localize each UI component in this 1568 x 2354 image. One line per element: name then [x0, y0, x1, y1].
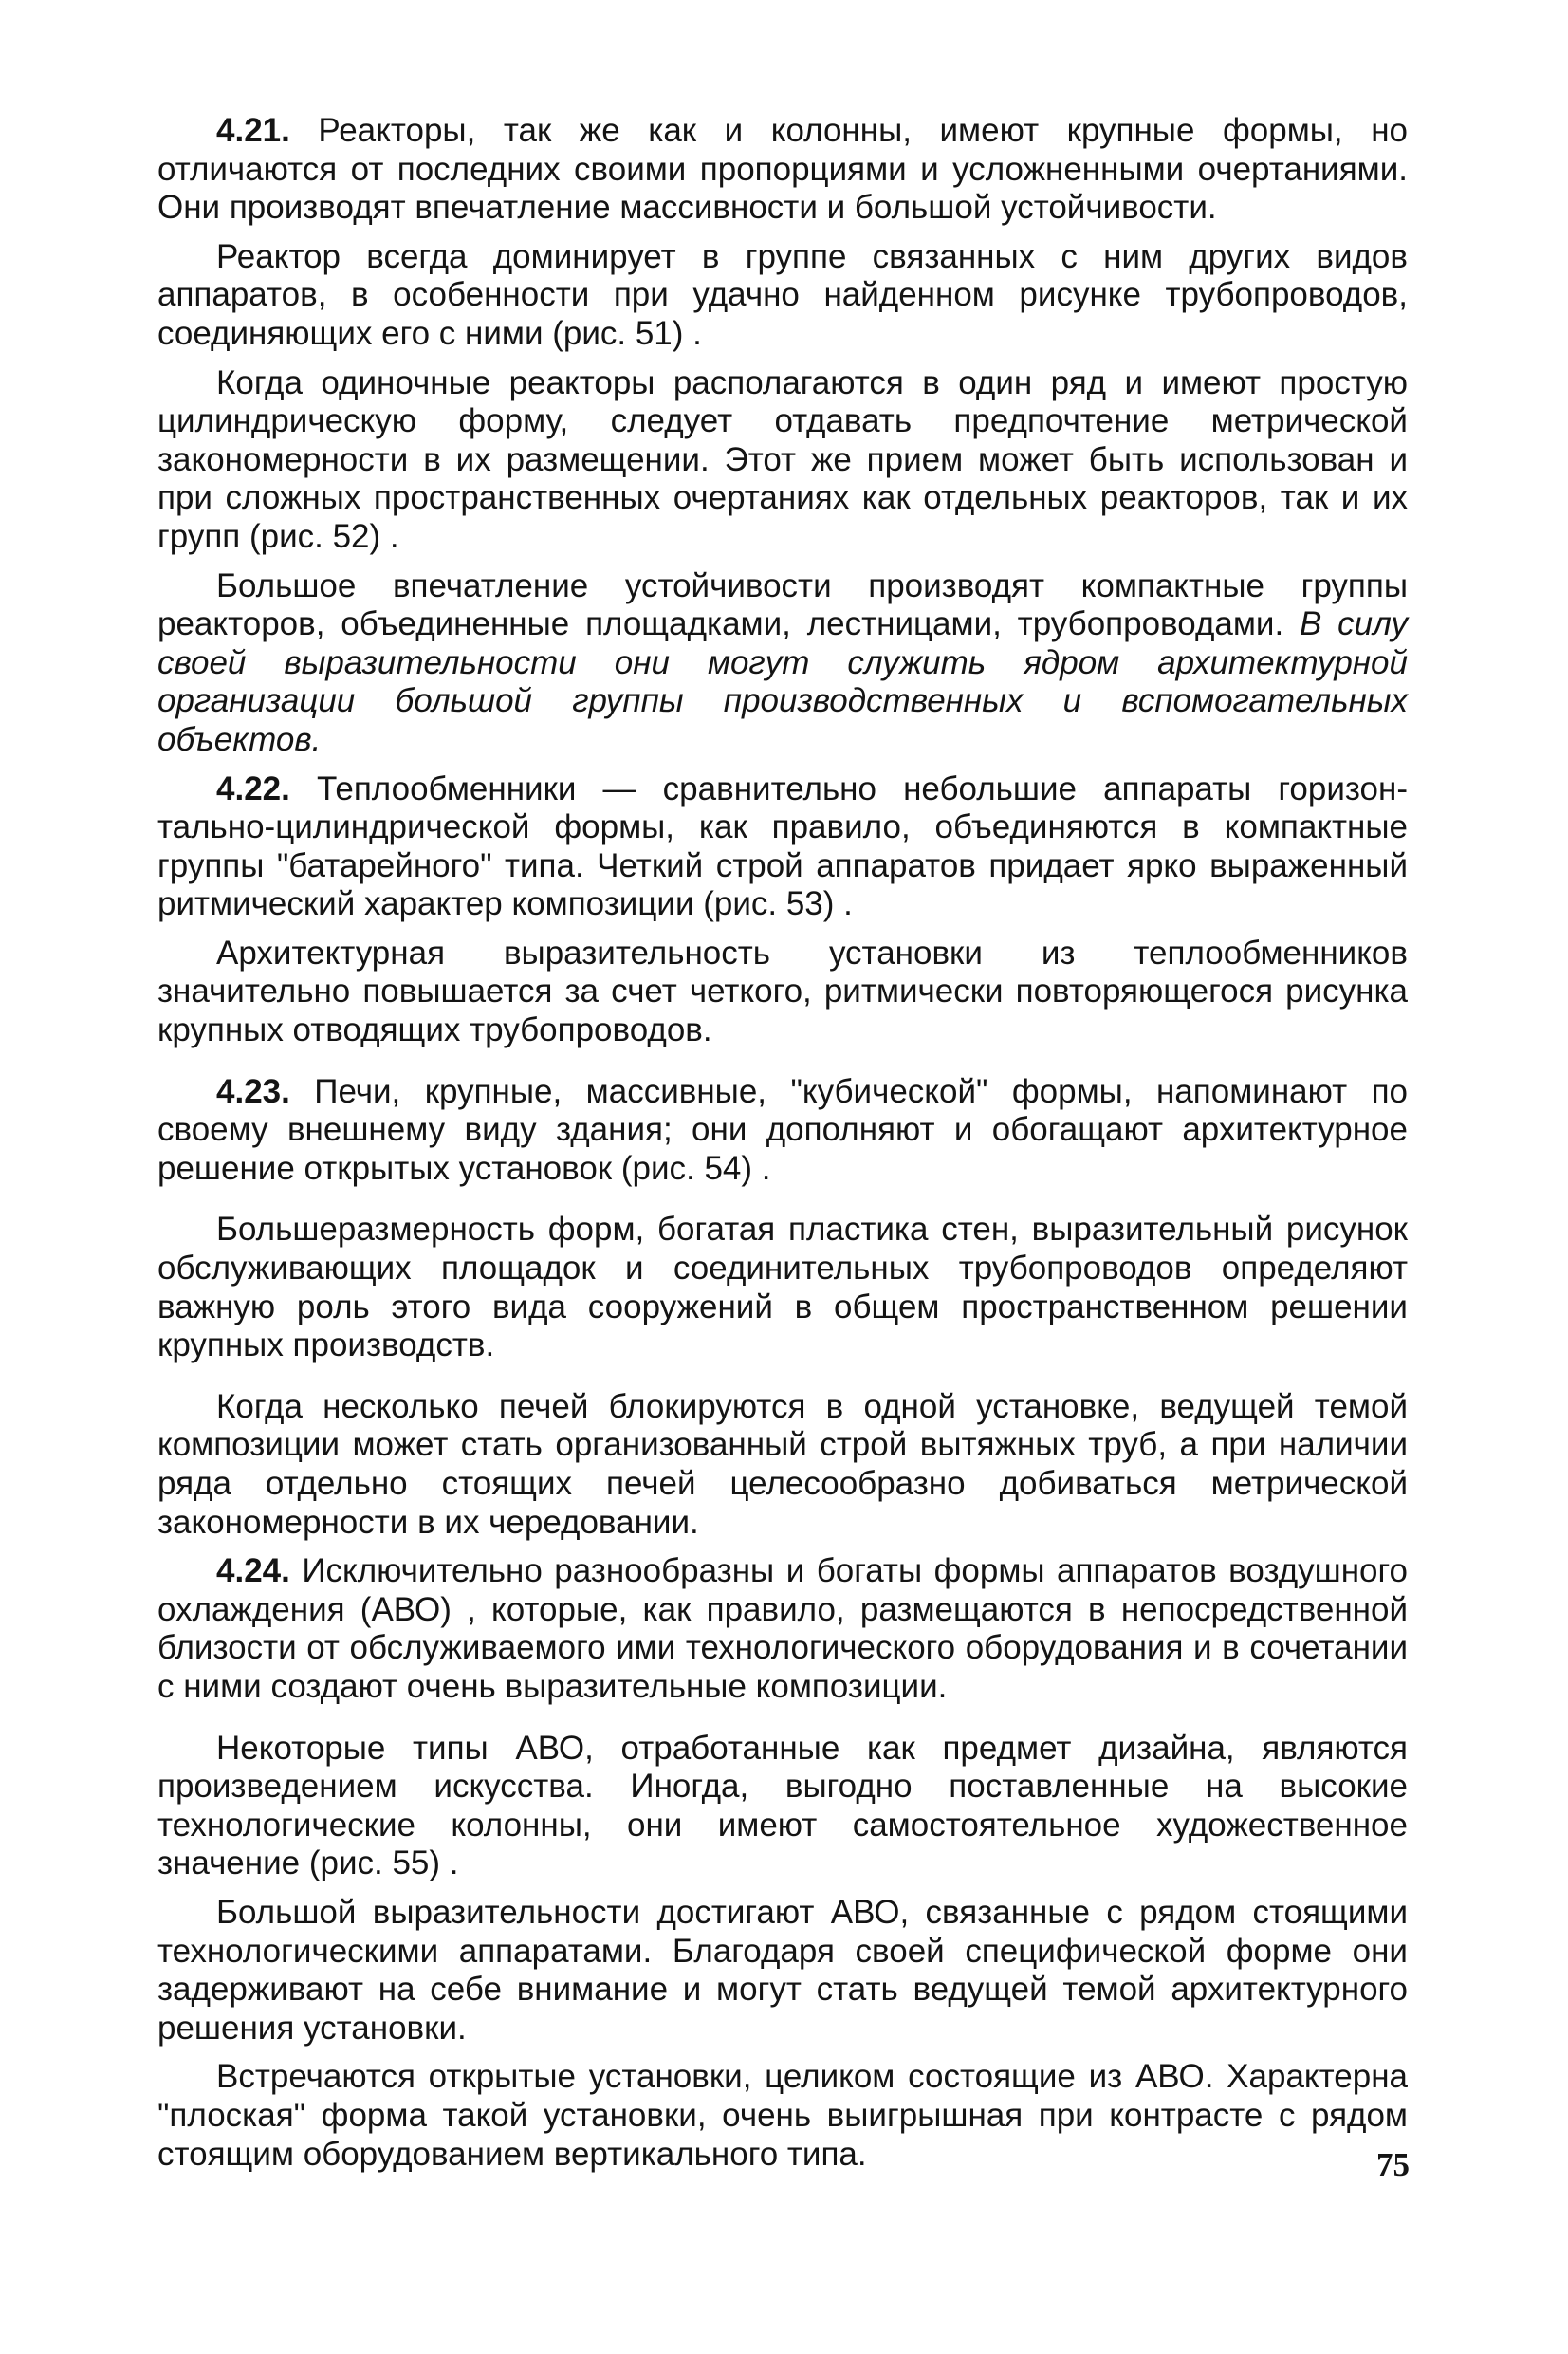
paragraph-text: Когда несколько печей блокируются в одной установке, ведущей темой композиции может стать организованный строй вытяжных труб, а при наличии ряда отдельно стоящих печей целесообразно добиваться метрической закономерности в их чередовании.	[157, 1387, 1408, 1541]
section-number: 4.22.	[216, 769, 290, 807]
paragraph	[157, 567, 1408, 760]
paragraph	[157, 1894, 1408, 2048]
paragraph-text: Большое впечатление устойчивости производят компактные группы реакторов, объединенные площадками, лестницами, трубопроводами.	[157, 566, 1408, 643]
paragraph	[157, 1211, 1408, 1364]
paragraph-text: Печи, крупные, массивные, "кубической" формы, напоминают по своему внешнему виду здания; они дополняют и обогащают архитектурное решение открытых установок (рис. 54) .	[157, 1072, 1408, 1187]
paragraph-text: Исключительно разнообразны и богаты формы аппаратов воздушного охлаждения (АВО) , которые, как правило, размещаются в непосредственной близости от обслуживаемого ими технологического оборудования и в сочетании с ними создают очень выразительные композиции.	[157, 1552, 1408, 1705]
paragraph-text: Теплообменники — сравнительно небольшие аппараты горизонтально-цилиндрической формы, как правило, объединяются в компактные группы "батарейного" типа. Четкий строй аппаратов придает ярко выраженный ритмический характер композиции (рис. 53) .	[157, 769, 1408, 923]
section-number: 4.21.	[216, 112, 290, 149]
section-number: 4.24.	[216, 1552, 290, 1590]
section-number: 4.23.	[216, 1072, 290, 1110]
paragraph-text: Большой выразительности достигают АВО, связанные с рядом стоящими технологическими аппаратами. Благодаря своей специфической форме они задерживают на себе внимание и могут стать ведущей темой архитектурного решения установки.	[157, 1893, 1408, 2047]
text-column	[157, 112, 1408, 2174]
paragraph	[157, 364, 1408, 557]
paragraph-4-22	[157, 770, 1408, 924]
paragraph-text: Некоторые типы АВО, отработанные как предмет дизайна, являются произведением искусства. Иногда, выгодно поставленные на высокие технологические колонны, они имеют самостоятельное художественное значение (рис. 55) .	[157, 1729, 1408, 1882]
paragraph	[157, 1388, 1408, 1542]
paragraph	[157, 238, 1408, 354]
paragraph-text: Когда одиночные реакторы располагаются в один ряд и имеют простую цилиндрическую форму, следует отдавать предпочтение метрической закономерности в их размещении. Этот же прием может быть использован и при сложных пространственных очертаниях как отдельных реакторов, так и их групп (рис. 52) .	[157, 363, 1408, 555]
paragraph-4-21	[157, 112, 1408, 228]
paragraph-4-23	[157, 1073, 1408, 1189]
page-number: 75	[1376, 2146, 1410, 2183]
paragraph-text: Встречаются открытые установки, целиком состоящие из АВО. Характерна "плоская" форма такой установки, очень выигрышная при контрасте с рядом стоящим оборудованием вертикального типа.	[157, 2058, 1408, 2173]
paragraph-text: Реактор всегда доминирует в группе связанных с ним других видов аппаратов, в особенности при удачно найденном рисунке трубопроводов, соединяющих его с ними (рис. 51) .	[157, 237, 1408, 352]
paragraph-4-24	[157, 1552, 1408, 1706]
paragraph	[157, 1730, 1408, 1883]
paragraph-italic-text: В силу своей выразительности они могут служить ядром архитектурной организации большой группы производственных и вспомогательных объектов.	[157, 605, 1408, 758]
paragraph-text: Реакторы, так же как и колонны, имеют крупные формы, но отличаются от последних своими пропорциями и усложненными очертаниями. Они производят впечатление массивности и большой устойчивости.	[157, 112, 1408, 227]
paragraph-text: Большеразмерность форм, богатая пластика стен, выразительный рисунок обслуживающих площадок и соединительных трубопроводов определяют важную роль этого вида сооружений в общем пространственном решении крупных производств.	[157, 1211, 1408, 1364]
paragraph-text: Архитектурная выразительность установки из теплообменников значительно повышается за счет четкого, ритмически повторяющегося рисунка крупных отводящих трубопроводов.	[157, 934, 1408, 1049]
paragraph	[157, 935, 1408, 1050]
paragraph	[157, 2058, 1408, 2174]
